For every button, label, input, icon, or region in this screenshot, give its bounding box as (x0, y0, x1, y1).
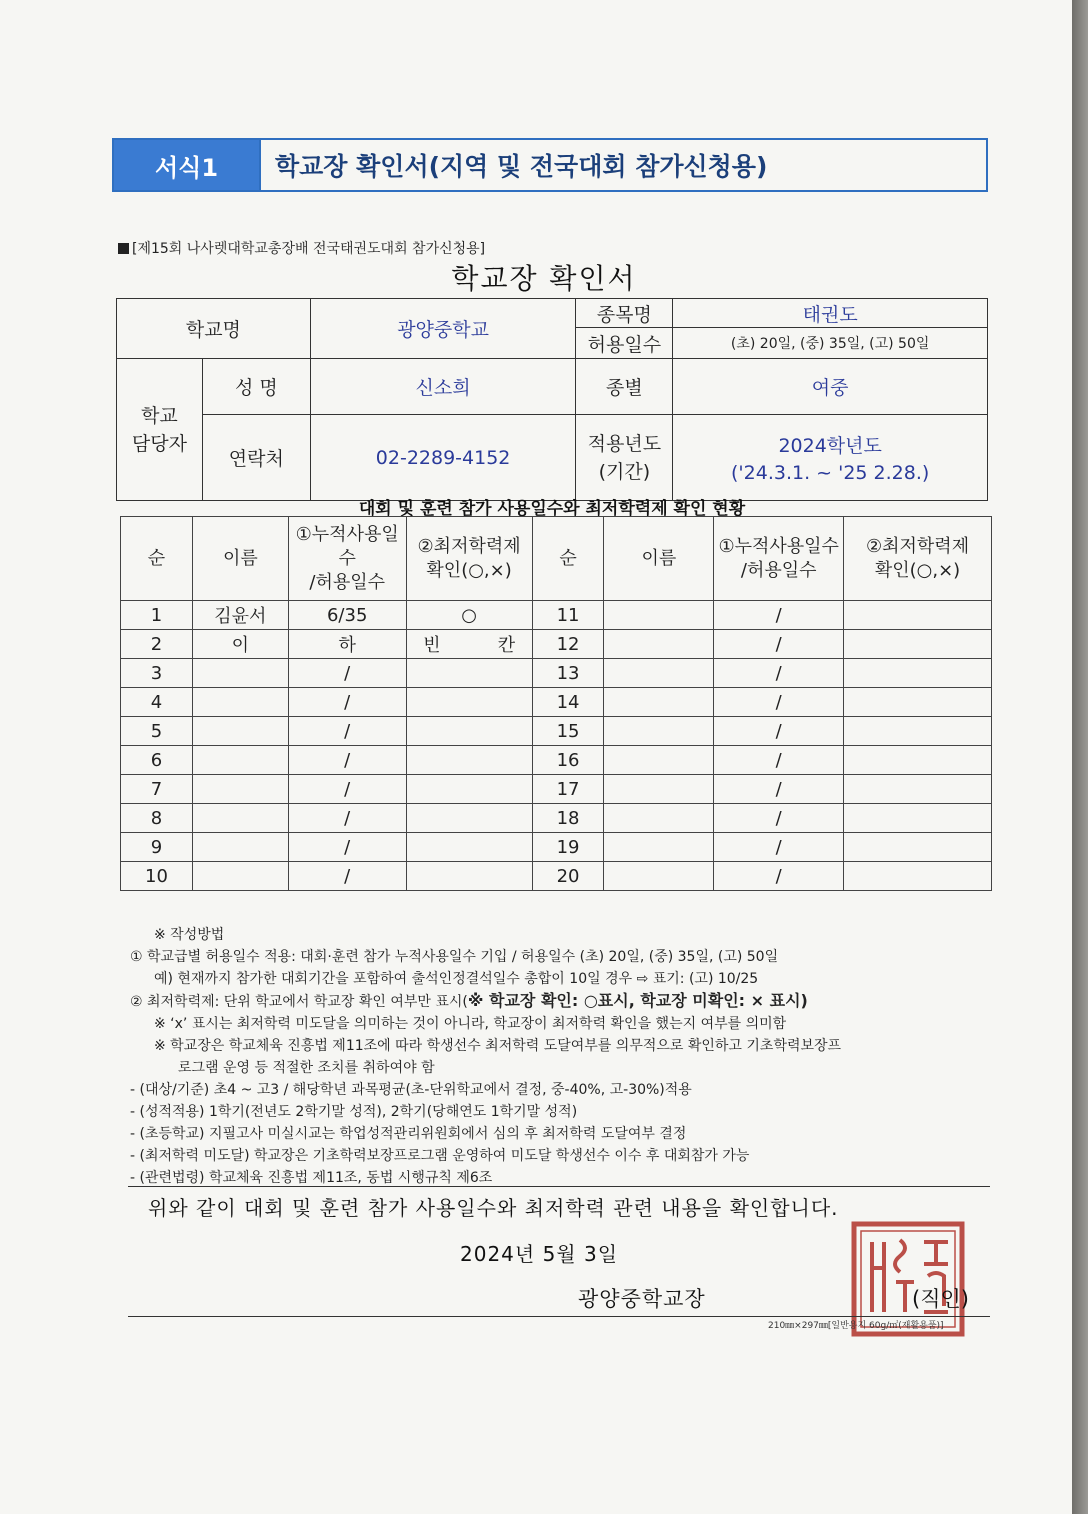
form-title: 학교장 확인서(지역 및 전국대회 참가신청용) (259, 140, 986, 190)
confirmation-statement: 위와 같이 대회 및 훈련 참가 사용일수와 최저학력 관련 내용을 확인합니다. (148, 1196, 839, 1220)
row-no-2: 14 (532, 688, 604, 717)
principal-name: 광양중학교장 (578, 1287, 706, 1311)
col-header-min-grade-2: ②최저학력제 확인(○,×) (844, 517, 992, 601)
col-header-no-2: 순 (532, 517, 604, 601)
note-1: ① 학교급별 허용일수 적용: 대회·훈련 참가 누적사용일수 기입 / 허용일수 (초) 20일, (중) 35일, (고) 50일 (130, 949, 779, 965)
row-name-2 (604, 630, 714, 659)
row-name-2 (604, 833, 714, 862)
row-no: 2 (121, 630, 193, 659)
table-header-row (121, 517, 992, 601)
subheading (118, 238, 485, 258)
row-name (192, 746, 288, 775)
row-name-2 (604, 775, 714, 804)
col-header-days-2: ①누적사용일수 /허용일수 (714, 517, 844, 601)
col-header-days: ①누적사용일수 /허용일수 (288, 517, 406, 601)
row-min-grade: 빈 칸 (406, 630, 532, 659)
row-no: 4 (121, 688, 193, 717)
row-days: / (288, 804, 406, 833)
row-no: 6 (121, 746, 193, 775)
table-row (121, 862, 992, 891)
table-row (121, 659, 992, 688)
allowed-days-value: (초) 20일, (중) 35일, (고) 50일 (673, 328, 988, 359)
row-name: 이 (192, 630, 288, 659)
row-min-grade-2 (844, 659, 992, 688)
row-min-grade (406, 862, 532, 891)
manager-label: 학교 담당자 (117, 359, 203, 501)
row-name-2 (604, 688, 714, 717)
row-days-2: / (714, 630, 844, 659)
table-row (121, 601, 992, 630)
allowed-days-label: 허용일수 (576, 328, 673, 359)
row-min-grade (406, 775, 532, 804)
row-no: 1 (121, 601, 193, 630)
row-no: 10 (121, 862, 193, 891)
year-value: 2024학년도 (778, 435, 882, 457)
bottom-divider (128, 1316, 990, 1317)
row-name (192, 804, 288, 833)
notes-heading: ※ 작성방법 (154, 927, 225, 943)
row-name-2 (604, 601, 714, 630)
detail-2: - (성적적용) 1학기(전년도 2학기말 성적), 2학기(당해연도 1학기말 성적) (130, 1104, 578, 1120)
row-min-grade-2 (844, 804, 992, 833)
issue-date: 2024년 5월 3일 (460, 1242, 619, 1266)
row-name (192, 775, 288, 804)
row-no: 3 (121, 659, 193, 688)
table-row (121, 833, 992, 862)
year-label: 적용년도 (기간) (576, 415, 673, 501)
detail-3: - (초등학교) 지필고사 미실시교는 학업성적관리위원회에서 심의 후 최저학력 도달여부 결정 (130, 1126, 687, 1142)
row-days: / (288, 775, 406, 804)
row-min-grade-2 (844, 746, 992, 775)
seal-label: (직인) (912, 1287, 969, 1311)
row-days: 6/35 (288, 601, 406, 630)
usage-table (120, 516, 992, 891)
row-days: / (288, 862, 406, 891)
document-title: 학교장 확인서 (451, 262, 637, 295)
event-label: 종목명 (576, 299, 673, 328)
row-days-2: / (714, 717, 844, 746)
category-label: 종별 (576, 359, 673, 415)
row-min-grade-2 (844, 601, 992, 630)
row-name-2 (604, 659, 714, 688)
row-min-grade: ○ (406, 601, 532, 630)
contact-label: 연락처 (202, 415, 310, 501)
form-header (112, 138, 988, 192)
paper-spec: 210㎜×297㎜[일반용지 60g/㎡(재활용품)] (768, 1321, 944, 1331)
table-row (121, 630, 992, 659)
row-name-2 (604, 746, 714, 775)
info-table (116, 298, 988, 501)
row-name (192, 717, 288, 746)
col-header-name-2: 이름 (604, 517, 714, 601)
row-no-2: 16 (532, 746, 604, 775)
year-period: ('24.3.1. ~ '25 2.28.) (731, 462, 930, 484)
row-days-2: / (714, 804, 844, 833)
school-value: 광양중학교 (310, 299, 576, 359)
note-2-remark-1: ※ ‘x’ 표시는 최저학력 미도달을 의미하는 것이 아니라, 학교장이 최저학력 확인을 했는지 여부를 의미함 (154, 1016, 787, 1032)
page-edge (1072, 0, 1088, 1514)
row-no-2: 17 (532, 775, 604, 804)
row-name (192, 862, 288, 891)
row-days-2: / (714, 833, 844, 862)
row-name-2 (604, 804, 714, 833)
note-2 (130, 990, 990, 1013)
row-days-2: / (714, 775, 844, 804)
instructions (130, 924, 990, 1189)
row-min-grade-2 (844, 717, 992, 746)
table-row (121, 804, 992, 833)
row-days-2: / (714, 659, 844, 688)
note-2-remark-2: ※ 학교장은 학교체육 진흥법 제11조에 따라 학생선수 최저학력 도달여부를 의무적으로 확인하고 기초학력보장프 (154, 1038, 842, 1054)
row-no-2: 20 (532, 862, 604, 891)
year-cell (673, 415, 988, 501)
row-min-grade (406, 688, 532, 717)
row-days-2: / (714, 862, 844, 891)
row-min-grade (406, 717, 532, 746)
table-row (121, 717, 992, 746)
detail-1: - (대상/기준) 초4 ~ 고3 / 해당학년 과목평균(초-단위학교에서 결정, 중-40%, 고-30%)적용 (130, 1082, 692, 1098)
note-2-remark-2-cont: 로그램 운영 등 적절한 조치를 취하여야 함 (178, 1060, 435, 1076)
form-number: 서식1 (114, 140, 259, 190)
row-days: / (288, 717, 406, 746)
row-no: 8 (121, 804, 193, 833)
col-header-no: 순 (121, 517, 193, 601)
divider (128, 1186, 990, 1187)
table-row (121, 688, 992, 717)
note-2-text: ② 최저학력제: 단위 학교에서 학교장 확인 여부만 표시( (130, 994, 468, 1010)
row-name-2 (604, 862, 714, 891)
note-2-mark-rule: ※ 학교장 확인: ○표시, 학교장 미확인: × 표시) (467, 991, 808, 1010)
row-min-grade-2 (844, 688, 992, 717)
row-min-grade (406, 804, 532, 833)
col-header-min-grade: ②최저학력제 확인(○,×) (406, 517, 532, 601)
event-value: 태권도 (673, 299, 988, 328)
row-days: / (288, 659, 406, 688)
note-1-example: 예) 현재까지 참가한 대회기간을 포함하여 출석인정결석일수 총합이 10일 경우 ⇨ 표기: (고) 10/25 (154, 971, 759, 987)
row-min-grade (406, 659, 532, 688)
row-days-2: / (714, 601, 844, 630)
table-row (121, 775, 992, 804)
row-min-grade-2 (844, 833, 992, 862)
name-label: 성 명 (202, 359, 310, 415)
table-title: 대회 및 훈련 참가 사용일수와 최저학력제 확인 현황 (358, 499, 746, 519)
row-min-grade (406, 746, 532, 775)
row-no: 9 (121, 833, 193, 862)
row-days-2: / (714, 688, 844, 717)
row-name (192, 659, 288, 688)
col-header-name: 이름 (192, 517, 288, 601)
contact-value: 02-2289-4152 (310, 415, 576, 501)
school-label: 학교명 (117, 299, 311, 359)
row-no-2: 13 (532, 659, 604, 688)
row-no-2: 19 (532, 833, 604, 862)
row-no-2: 15 (532, 717, 604, 746)
detail-4: - (최저학력 미도달) 학교장은 기초학력보장프로그램 운영하여 미도달 학생선수 이수 후 대회참가 가능 (130, 1148, 750, 1164)
row-no-2: 11 (532, 601, 604, 630)
name-value: 신소희 (310, 359, 576, 415)
row-days: / (288, 833, 406, 862)
row-min-grade-2 (844, 862, 992, 891)
row-days: / (288, 688, 406, 717)
category-value: 여중 (673, 359, 988, 415)
table-row (121, 746, 992, 775)
subheading-text: [제15회 나사렛대학교총장배 전국태권도대회 참가신청용] (132, 241, 486, 257)
row-no: 5 (121, 717, 193, 746)
row-name: 김윤서 (192, 601, 288, 630)
row-days: / (288, 746, 406, 775)
row-name (192, 833, 288, 862)
row-min-grade-2 (844, 630, 992, 659)
row-days: 하 (288, 630, 406, 659)
row-min-grade (406, 833, 532, 862)
row-name (192, 688, 288, 717)
row-days-2: / (714, 746, 844, 775)
row-min-grade-2 (844, 775, 992, 804)
detail-5: - (관련법령) 학교체육 진흥법 제11조, 동법 시행규칙 제6조 (130, 1170, 493, 1186)
row-no: 7 (121, 775, 193, 804)
row-no-2: 18 (532, 804, 604, 833)
row-name-2 (604, 717, 714, 746)
row-no-2: 12 (532, 630, 604, 659)
square-bullet-icon (118, 243, 129, 254)
